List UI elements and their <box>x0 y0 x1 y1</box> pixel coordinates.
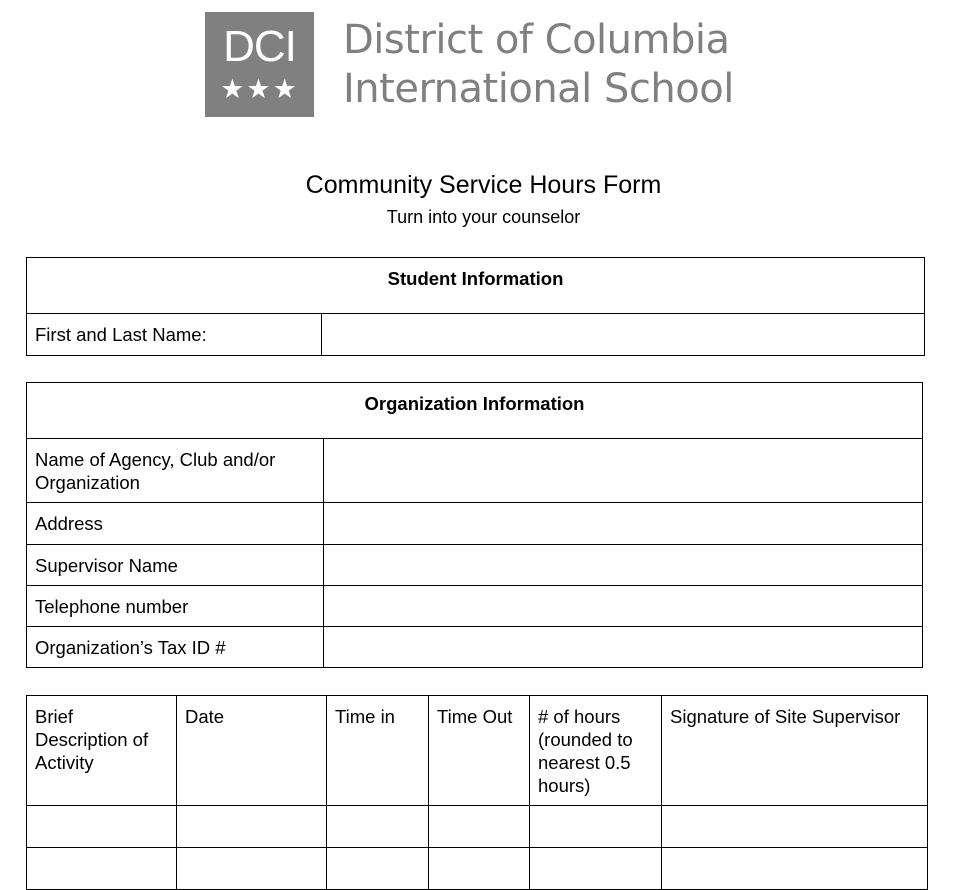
organization-information-table <box>26 382 923 668</box>
school-name <box>343 16 734 114</box>
hours-cell[interactable] <box>530 848 662 890</box>
signature-cell[interactable] <box>662 806 928 848</box>
column-header-time-out: Time Out <box>429 696 530 806</box>
student-information-table <box>26 257 925 356</box>
activity-description-cell[interactable] <box>27 848 177 890</box>
form-title: Community Service Hours Form <box>305 171 662 199</box>
address-field[interactable] <box>324 503 923 545</box>
telephone-field[interactable] <box>324 586 923 627</box>
tax-id-label: Organization’s Tax ID # <box>27 627 324 668</box>
activity-log-table <box>26 695 928 890</box>
agency-name-label: Name of Agency, Club and/or Organization <box>27 439 324 503</box>
student-name-label: First and Last Name: <box>27 314 322 356</box>
column-header-date: Date <box>177 696 327 806</box>
student-name-field[interactable] <box>322 314 925 356</box>
time-out-cell[interactable] <box>429 806 530 848</box>
supervisor-name-field[interactable] <box>324 545 923 586</box>
signature-cell[interactable] <box>662 848 928 890</box>
time-out-cell[interactable] <box>429 848 530 890</box>
logo-badge <box>205 12 314 117</box>
column-header-hours: # of hours (rounded to nearest 0.5 hours) <box>530 696 662 806</box>
organization-information-heading: Organization Information <box>27 383 923 439</box>
time-in-cell[interactable] <box>327 806 429 848</box>
supervisor-name-label: Supervisor Name <box>27 545 324 586</box>
activity-description-cell[interactable] <box>27 806 177 848</box>
school-logo <box>205 12 745 117</box>
logo-abbreviation: DCI <box>223 22 296 71</box>
address-label: Address <box>27 503 324 545</box>
school-name-line-2: International School <box>343 66 734 112</box>
table-row <box>27 806 928 848</box>
column-header-time-in: Time in <box>327 696 429 806</box>
telephone-label: Telephone number <box>27 586 324 627</box>
tax-id-field[interactable] <box>324 627 923 668</box>
date-cell[interactable] <box>177 806 327 848</box>
agency-name-field[interactable] <box>324 439 923 503</box>
hours-cell[interactable] <box>530 806 662 848</box>
table-row <box>27 848 928 890</box>
time-in-cell[interactable] <box>327 848 429 890</box>
school-name-line-1: District of Columbia <box>343 17 730 63</box>
logo-stars-icon: ★★★ <box>220 74 299 105</box>
column-header-activity: Brief Description of Activity <box>27 696 177 806</box>
date-cell[interactable] <box>177 848 327 890</box>
student-information-heading: Student Information <box>27 258 925 314</box>
column-header-signature: Signature of Site Supervisor <box>662 696 928 806</box>
form-subtitle: Turn into your counselor <box>386 207 581 227</box>
